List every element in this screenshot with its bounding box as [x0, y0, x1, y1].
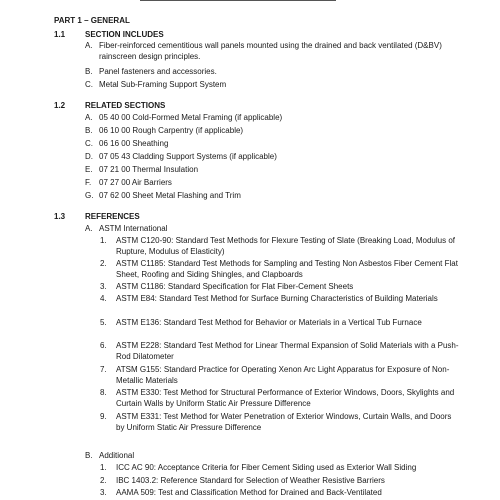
item-text: ASTM International: [99, 224, 168, 233]
section-number: 1.2: [54, 101, 66, 110]
item-marker: 9.: [100, 412, 107, 421]
item-marker: A.: [85, 113, 93, 122]
item-marker: 4.: [100, 294, 107, 303]
item-text: ASTM C1186: Standard Specification for Flat Fiber-Cement Sheets: [116, 282, 354, 291]
item-text: ASTM C120-90: Standard Test Methods for Flexure Testing of Slate (Breaking Load, Modulus of Rupture, Modulus of Elasticity): [116, 236, 455, 256]
item-text: ASTM E330: Test Method for Structural Performance of Exterior Windows, Doors, Skylights and Curtain Walls by Uniform Static Air Pressure Difference: [116, 388, 455, 408]
item-marker: B.: [85, 67, 93, 76]
item-marker: A.: [85, 41, 93, 50]
item-text: 07 27 00 Air Barriers: [99, 178, 172, 187]
item-marker: C.: [85, 80, 93, 89]
header-rule: [140, 0, 336, 1]
item-text: 05 40 00 Cold-Formed Metal Framing (if applicable): [99, 113, 283, 122]
item-marker: 2.: [100, 476, 107, 485]
item-marker: G.: [85, 191, 94, 200]
item-marker: 1.: [100, 236, 107, 245]
item-text: ASTM E331: Test Method for Water Penetration of Exterior Windows, Curtain Walls, and Doors by Uniform Static Air Pressure Difference: [116, 412, 452, 432]
item-marker: C.: [85, 139, 93, 148]
item-text: ASTM E228: Standard Test Method for Linear Thermal Expansion of Solid Materials with a Push-Rod Dilatometer: [116, 341, 459, 361]
item-marker: 6.: [100, 341, 107, 350]
item-marker: A.: [85, 224, 93, 233]
item-marker: 1.: [100, 463, 107, 472]
item-marker: F.: [85, 178, 92, 187]
item-text: 07 62 00 Sheet Metal Flashing and Trim: [99, 191, 241, 200]
item-text: Panel fasteners and accessories.: [99, 67, 217, 76]
section-title: RELATED SECTIONS: [85, 101, 166, 110]
section-title: REFERENCES: [85, 212, 140, 221]
item-marker: 8.: [100, 388, 107, 397]
item-text: 06 16 00 Sheathing: [99, 139, 169, 148]
item-marker: 5.: [100, 318, 107, 327]
item-marker: B.: [85, 126, 93, 135]
item-text: Fiber-reinforced cementitious wall panels mounted using the drained and back ventilated (D&BV) rainscreen design principles.: [99, 41, 442, 61]
item-text: ASTM E84: Standard Test Method for Surface Burning Characteristics of Building Materials: [116, 294, 438, 303]
item-marker: 2.: [100, 259, 107, 268]
item-text: AAMA 509: Test and Classification Method for Drained and Back-Ventilated: [116, 488, 382, 497]
item-text: Metal Sub-Framing Support System: [99, 80, 227, 89]
item-text: 07 21 00 Thermal Insulation: [99, 165, 199, 174]
item-marker: B.: [85, 451, 93, 460]
item-marker: 3.: [100, 488, 107, 497]
item-marker: E.: [85, 165, 93, 174]
item-text: ICC AC 90: Acceptance Criteria for Fiber Cement Siding used as Exterior Wall Siding: [116, 463, 417, 472]
item-text: ASTM E136: Standard Test Method for Behavior or Materials in a Vertical Tub Furnace: [116, 318, 422, 327]
item-text: ATSM G155: Standard Practice for Operating Xenon Arc Light Apparatus for Exposure of Non-Metallic Materials: [116, 365, 450, 385]
item-marker: 7.: [100, 365, 107, 374]
section-number: 1.1: [54, 30, 66, 39]
section-title: SECTION INCLUDES: [85, 30, 164, 39]
part-title: PART 1 – GENERAL: [54, 16, 130, 25]
item-text: 06 10 00 Rough Carpentry (if applicable): [99, 126, 244, 135]
item-text: Additional: [99, 451, 135, 460]
item-text: ASTM C1185: Standard Test Methods for Sampling and Testing Non Asbestos Fiber Cement Flat Sheet, Roofing and Siding Shingles, and Clapboards: [116, 259, 458, 279]
item-text: 07 05 43 Cladding Support Systems (if applicable): [99, 152, 277, 161]
item-marker: 3.: [100, 282, 107, 291]
item-marker: D.: [85, 152, 93, 161]
section-number: 1.3: [54, 212, 66, 221]
item-text: IBC 1403.2: Reference Standard for Selection of Weather Resistive Barriers: [116, 476, 385, 485]
